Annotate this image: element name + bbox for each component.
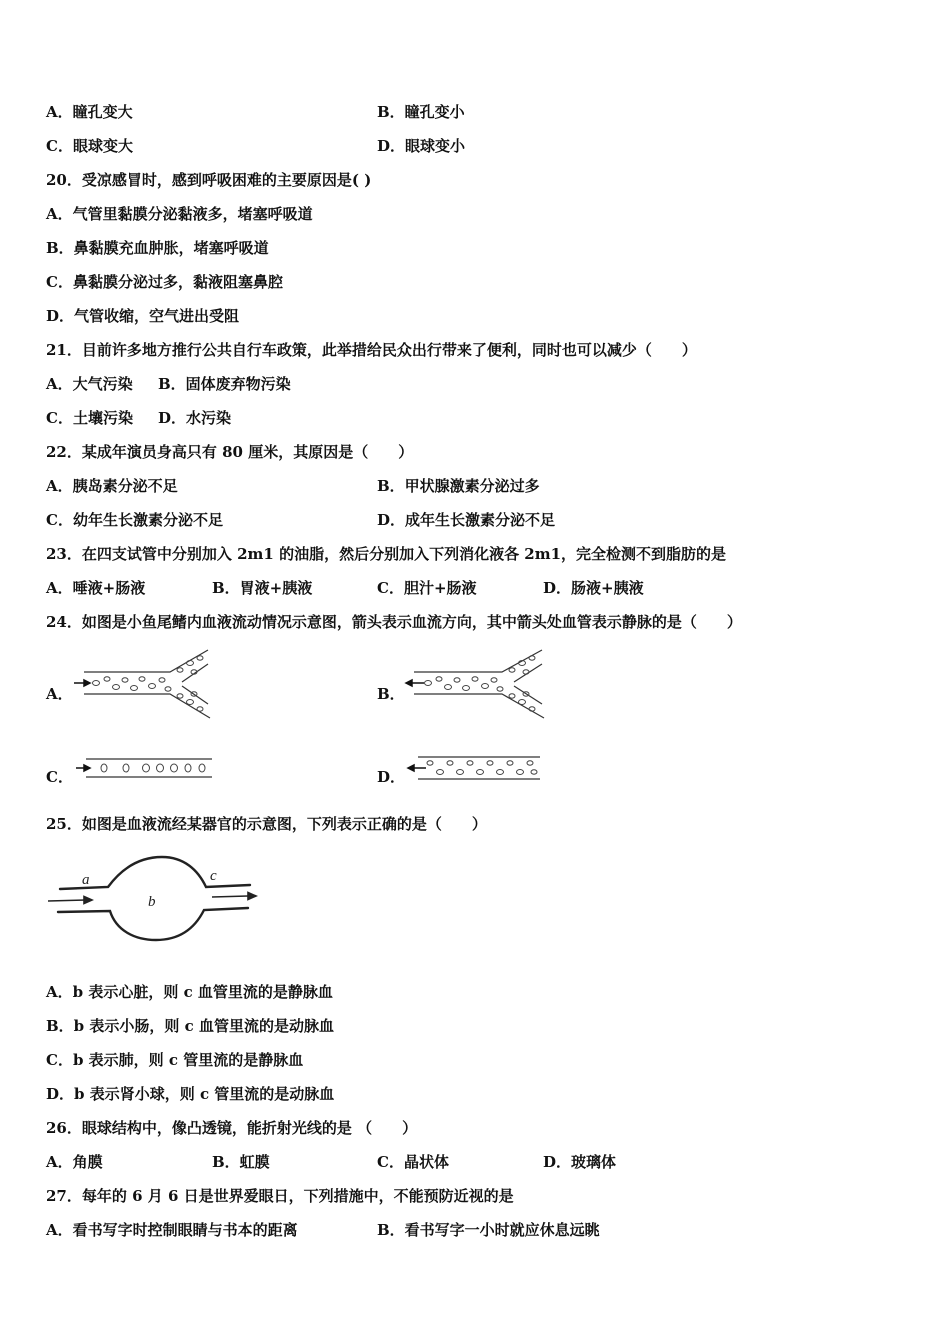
vessel-diagram-b — [400, 646, 548, 724]
label-c: c — [210, 868, 217, 884]
q21-option-d: D．水污染 — [158, 409, 232, 427]
q26-option-d: D．玻璃体 — [543, 1153, 617, 1171]
q19-option-c: C．眼球变大 — [46, 137, 133, 155]
q22-stem: 22．某成年演员身高只有 80 厘米，其原因是（ ） — [46, 443, 414, 461]
q19-option-a: A．瞳孔变大 — [46, 103, 133, 121]
q27-stem: 27．每年的 6 月 6 日是世界爱眼日，下列措施中，不能预防近视的是 — [46, 1187, 514, 1205]
vessel-diagram-c — [70, 754, 215, 782]
q27-option-a: A．看书写字时控制眼睛与书本的距离 — [46, 1221, 298, 1239]
q27-option-b: B．看书写字一小时就应休息远眺 — [377, 1221, 600, 1239]
q24-option-b: B． — [377, 685, 405, 703]
q22-option-a: A．胰岛素分泌不足 — [46, 477, 178, 495]
q26-stem: 26．眼球结构中，像凸透镜，能折射光线的是 （ ） — [46, 1119, 418, 1137]
q23-option-a: A．唾液+肠液 — [46, 579, 146, 597]
q25-option-c: C．b 表示肺，则 c 管里流的是静脉血 — [46, 1051, 304, 1069]
q24-stem: 24．如图是小鱼尾鳍内血液流动情况示意图，箭头表示血流方向，其中箭头处血管表示静脉的是（ ） — [46, 613, 742, 631]
q20-option-c: C．鼻黏膜分泌过多，黏液阻塞鼻腔 — [46, 273, 283, 291]
q25-option-d: D．b 表示肾小球，则 c 管里流的是动脉血 — [46, 1085, 335, 1103]
q19-option-b: B．瞳孔变小 — [377, 103, 465, 121]
label-b: b — [148, 894, 156, 910]
q20-option-b: B．鼻黏膜充血肿胀，堵塞呼吸道 — [46, 239, 269, 257]
q22-option-d: D．成年生长激素分泌不足 — [377, 511, 556, 529]
q21-option-c: C．土壤污染 — [46, 409, 133, 427]
organ-blood-flow-diagram — [44, 850, 260, 946]
q24-option-c: C． — [46, 768, 73, 786]
vessel-diagram-a — [70, 646, 215, 724]
q19-option-d: D．眼球变小 — [377, 137, 466, 155]
q22-option-b: B．甲状腺激素分泌过多 — [377, 477, 540, 495]
q26-option-b: B．虹膜 — [212, 1153, 270, 1171]
q24-option-d: D． — [377, 768, 406, 786]
q23-stem: 23．在四支试管中分别加入 2m1 的油脂，然后分别加入下列消化液各 2m1，完全检测不到脂肪的是 — [46, 545, 727, 563]
q26-option-a: A．角膜 — [46, 1153, 103, 1171]
q20-option-d: D．气管收缩，空气进出受阻 — [46, 307, 240, 325]
q20-option-a: A．气管里黏膜分泌黏液多，堵塞呼吸道 — [46, 205, 313, 223]
q24-option-a: A． — [46, 685, 73, 703]
q25-stem: 25．如图是血液流经某器官的示意图，下列表示正确的是（ ） — [46, 815, 487, 833]
label-a: a — [82, 872, 90, 888]
q21-option-a: A．大气污染 — [46, 375, 133, 393]
q20-stem: 20．受凉感冒时，感到呼吸困难的主要原因是( ) — [46, 171, 372, 189]
q25-option-a: A．b 表示心脏，则 c 血管里流的是静脉血 — [46, 983, 333, 1001]
q21-option-b: B．固体废弃物污染 — [158, 375, 291, 393]
q23-option-c: C．胆汁+肠液 — [377, 579, 477, 597]
q23-option-b: B．胃液+胰液 — [212, 579, 313, 597]
q26-option-c: C．晶状体 — [377, 1153, 449, 1171]
q22-option-c: C．幼年生长激素分泌不足 — [46, 511, 223, 529]
q25-option-b: B．b 表示小肠，则 c 血管里流的是动脉血 — [46, 1017, 334, 1035]
vessel-diagram-d — [400, 754, 545, 782]
q23-option-d: D．肠液+胰液 — [543, 579, 644, 597]
q21-stem: 21．目前许多地方推行公共自行车政策，此举措给民众出行带来了便利，同时也可以减少（ ） — [46, 341, 697, 359]
